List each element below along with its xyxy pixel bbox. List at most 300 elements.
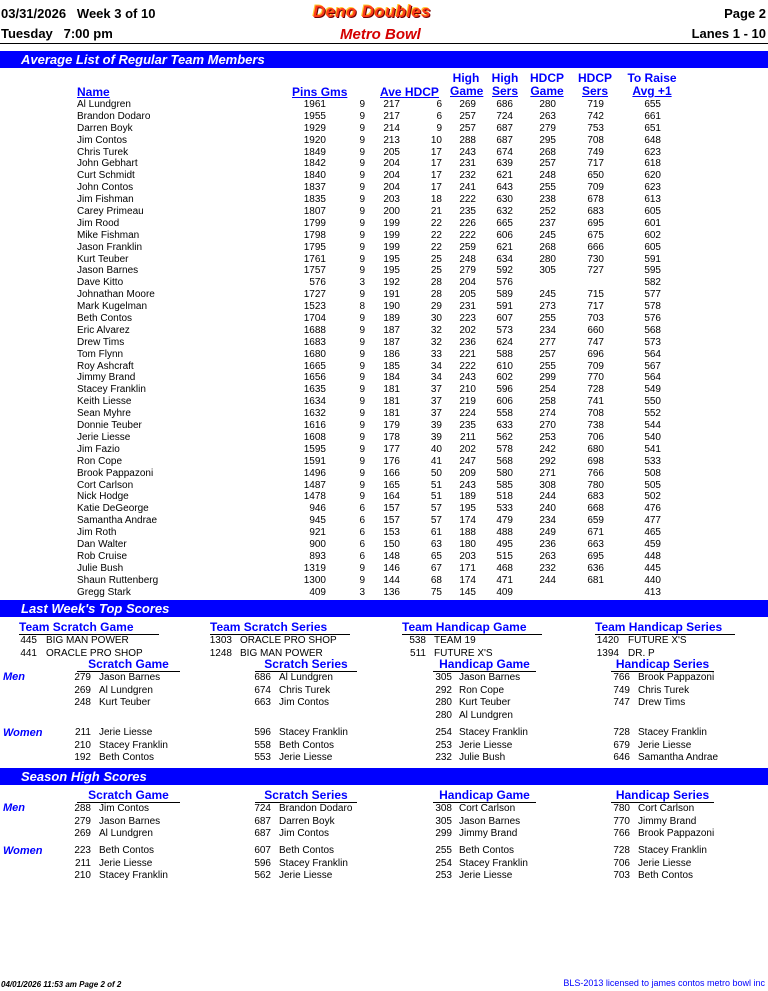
cell-hdcp-sers: 659 [587, 515, 604, 527]
cell-gms: 9 [359, 455, 365, 467]
cell-gms: 8 [359, 301, 365, 313]
cell-high-game: 171 [459, 562, 476, 574]
cell-high-sers: 515 [496, 550, 513, 562]
list-item [0, 870, 768, 883]
col-hdcp-sers-2: Sers [581, 84, 609, 98]
bowler-name: Beth Contos [99, 752, 155, 763]
cell-ave: 165 [383, 479, 400, 491]
day-time [1, 26, 113, 41]
bowler-name: Jim Contos [279, 828, 330, 839]
table-row [0, 420, 768, 432]
cell-gms: 6 [359, 538, 365, 550]
women-label: Women [3, 727, 43, 739]
cell-gms: 6 [359, 515, 365, 527]
cell-pins: 945 [309, 515, 326, 527]
cell-hdcp-sers: 749 [587, 146, 604, 158]
cell-ave: 157 [383, 515, 400, 527]
score-value: 646 [613, 752, 630, 763]
score-value: 538 [409, 635, 426, 646]
cell-pins: 1688 [303, 324, 326, 336]
cell-to-raise: 601 [644, 217, 661, 229]
cell-name: Mike Fishman [77, 229, 140, 241]
cell-high-game: 257 [459, 122, 476, 134]
score-value: 308 [435, 803, 452, 814]
cell-ave: 190 [383, 301, 400, 313]
cell-hdcp-sers: 680 [587, 443, 604, 455]
cell-to-raise: 613 [644, 194, 661, 206]
cell-high-game: 224 [459, 408, 476, 420]
col-high-sers-1: High [491, 71, 519, 85]
cell-high-sers: 488 [496, 527, 513, 539]
cell-hdcp-sers: 770 [587, 372, 604, 384]
cell-pins: 900 [309, 538, 326, 550]
bowler-name: Brook Pappazoni [638, 672, 715, 683]
individual-score-heading: Handicap Series [611, 658, 714, 672]
cell-hdcp-sers: 666 [587, 241, 604, 253]
league-day: Tuesday [1, 26, 53, 41]
cell-gms: 9 [359, 348, 365, 360]
bowler-name: Al Lundgren [459, 709, 513, 721]
cell-name: Darren Boyk [77, 122, 133, 134]
header-divider [0, 43, 768, 44]
score-value: 305 [435, 672, 452, 683]
score-value: 192 [74, 752, 91, 763]
cell-hdcp-game: 234 [539, 515, 556, 527]
cell-high-sers: 687 [496, 134, 513, 146]
bowler-name: Darren Boyk [279, 815, 335, 827]
cell-high-sers: 518 [496, 491, 513, 503]
bowling-center: Metro Bowl [340, 26, 421, 43]
cell-ave: 150 [383, 538, 400, 550]
cell-pins: 1929 [303, 122, 326, 134]
cell-to-raise: 602 [644, 229, 661, 241]
score-value: 728 [613, 727, 630, 738]
bowler-name: BIG MAN POWER [240, 647, 323, 659]
table-row [0, 503, 768, 515]
cell-hdcp-sers: 747 [587, 336, 604, 348]
cell-name: Jim Contos [77, 134, 128, 146]
cell-name: Eric Alvarez [77, 324, 130, 336]
score-value: 305 [435, 815, 452, 827]
cell-pins: 1478 [303, 491, 326, 503]
cell-gms: 9 [359, 217, 365, 229]
score-value: 749 [613, 684, 630, 696]
cell-hdcp: 57 [430, 515, 442, 527]
cell-to-raise: 508 [644, 467, 661, 479]
table-row [0, 123, 768, 135]
cell-hdcp-game: 255 [539, 182, 556, 194]
score-value: 553 [254, 752, 271, 763]
cell-hdcp-sers: 728 [587, 384, 604, 396]
cell-name: Stacey Franklin [77, 384, 146, 396]
cell-high-game: 219 [459, 396, 476, 408]
cell-name: Julie Bush [77, 562, 124, 574]
cell-hdcp-game: 292 [539, 455, 556, 467]
cell-ave: 176 [383, 455, 400, 467]
cell-name: Tom Flynn [77, 348, 124, 360]
print-stamp: 04/01/2026 11:53 am Page 2 of 2 [1, 980, 122, 989]
col-to-raise-1: To Raise [627, 71, 677, 85]
cell-pins: 1319 [303, 562, 326, 574]
bowler-name: Jerie Liesse [99, 727, 153, 738]
table-row [0, 301, 768, 313]
cell-pins: 1665 [303, 360, 326, 372]
average-list-table [0, 99, 768, 598]
cell-to-raise: 620 [644, 170, 661, 182]
cell-hdcp-game: 308 [539, 479, 556, 491]
cell-hdcp-sers: 683 [587, 491, 604, 503]
score-value: 254 [435, 857, 452, 869]
bowler-name: Stacey Franklin [459, 857, 528, 869]
table-row [0, 242, 768, 254]
cell-name: Roy Ashcraft [77, 360, 134, 372]
cell-hdcp-game: 232 [539, 562, 556, 574]
men-label: Men [3, 802, 25, 814]
cell-high-sers: 468 [496, 562, 513, 574]
cell-high-game: 243 [459, 372, 476, 384]
cell-pins: 1757 [303, 265, 326, 277]
cell-hdcp-game: 270 [539, 420, 556, 432]
cell-gms: 9 [359, 313, 365, 325]
cell-hdcp: 57 [430, 503, 442, 515]
col-gms-label: Gms [320, 85, 348, 99]
score-value: 253 [435, 870, 452, 881]
cell-high-game: 288 [459, 134, 476, 146]
cell-pins: 946 [309, 503, 326, 515]
cell-high-game: 226 [459, 217, 476, 229]
cell-name: Jim Fazio [77, 443, 120, 455]
col-hdcp-game-1: HDCP [529, 71, 564, 85]
cell-hdcp-sers: 636 [587, 562, 604, 574]
cell-ave: 185 [383, 360, 400, 372]
league-time: 7:00 pm [63, 26, 113, 41]
cell-hdcp: 33 [430, 348, 442, 360]
table-row [0, 99, 768, 111]
bowler-name: Chris Turek [638, 684, 690, 696]
cell-name: Nick Hodge [77, 491, 129, 503]
cell-to-raise: 591 [644, 253, 661, 265]
cell-hdcp: 65 [430, 550, 442, 562]
cell-high-game: 202 [459, 443, 476, 455]
individual-score-heading: Scratch Series [255, 658, 357, 672]
cell-to-raise: 573 [644, 336, 661, 348]
cell-ave: 157 [383, 503, 400, 515]
bowler-name: FUTURE X'S [434, 647, 493, 659]
cell-high-sers: 634 [496, 253, 513, 265]
cell-ave: 136 [383, 586, 400, 598]
individual-score-heading: Handicap Game [433, 658, 536, 672]
cell-hdcp-sers: 708 [587, 408, 604, 420]
women-label: Women [3, 845, 43, 857]
cell-ave: 217 [383, 99, 400, 110]
cell-hdcp: 17 [430, 158, 442, 170]
cell-hdcp-game: 268 [539, 241, 556, 253]
cell-pins: 1634 [303, 396, 326, 408]
cell-hdcp-sers: 660 [587, 324, 604, 336]
cell-ave: 178 [383, 431, 400, 443]
score-value: 687 [254, 815, 271, 827]
cell-high-game: 259 [459, 241, 476, 253]
bowler-name: Julie Bush [459, 752, 506, 763]
cell-ave: 166 [383, 467, 400, 479]
list-item [0, 803, 768, 816]
table-row [0, 491, 768, 503]
list-item [0, 752, 768, 765]
cell-hdcp-game: 248 [539, 170, 556, 182]
cell-name: Keith Liesse [77, 396, 132, 408]
bowler-name: TEAM 19 [434, 635, 476, 646]
list-item [0, 845, 768, 858]
cell-high-sers: 624 [496, 336, 513, 348]
list-item [0, 697, 768, 710]
cell-hdcp-game: 258 [539, 396, 556, 408]
score-value: 511 [410, 647, 426, 659]
cell-pins: 1523 [303, 301, 326, 313]
score-value: 728 [613, 845, 630, 856]
cell-hdcp-sers: 698 [587, 455, 604, 467]
cell-name: Jim Roth [77, 527, 117, 539]
cell-hdcp-sers: 695 [587, 550, 604, 562]
cell-high-sers: 471 [496, 574, 513, 586]
cell-name: Dave Kitto [77, 277, 124, 289]
cell-gms: 9 [359, 396, 365, 408]
cell-gms: 9 [359, 372, 365, 384]
cell-name: Jimmy Brand [77, 372, 136, 384]
table-row [0, 396, 768, 408]
individual-score-heading: Scratch Series [255, 789, 357, 803]
cell-hdcp: 39 [430, 420, 442, 432]
list-item [0, 710, 768, 723]
score-value: 292 [435, 684, 452, 696]
cell-ave: 204 [383, 158, 400, 170]
cell-pins: 1496 [303, 467, 326, 479]
cell-hdcp-game: 238 [539, 194, 556, 206]
list-item [0, 635, 768, 648]
cell-name: Gregg Stark [77, 586, 131, 598]
list-item [0, 828, 768, 841]
cell-hdcp-game: 280 [539, 99, 556, 110]
cell-gms: 9 [359, 182, 365, 194]
score-value: 223 [74, 845, 91, 856]
cell-hdcp: 25 [430, 265, 442, 277]
score-value: 687 [254, 828, 271, 839]
cell-high-game: 203 [459, 550, 476, 562]
cell-high-game: 174 [459, 574, 476, 586]
cell-high-game: 247 [459, 455, 476, 467]
cell-high-game: 180 [459, 538, 476, 550]
cell-high-game: 222 [459, 229, 476, 241]
cell-hdcp: 67 [430, 562, 442, 574]
col-to-raise-2: Avg +1 [632, 84, 672, 98]
cell-gms: 9 [359, 122, 365, 134]
cell-name: Al Lundgren [77, 99, 131, 110]
cell-pins: 1727 [303, 289, 326, 301]
cell-name: Rob Cruise [77, 550, 128, 562]
cell-ave: 181 [383, 408, 400, 420]
list-item [0, 727, 768, 740]
cell-high-sers: 665 [496, 217, 513, 229]
cell-gms: 9 [359, 146, 365, 158]
cell-high-game: 223 [459, 313, 476, 325]
cell-high-sers: 409 [496, 586, 513, 598]
cell-high-game: 236 [459, 336, 476, 348]
cell-hdcp: 22 [430, 217, 442, 229]
score-value: 607 [254, 845, 271, 856]
cell-hdcp-sers: 678 [587, 194, 604, 206]
cell-hdcp: 75 [430, 586, 442, 598]
cell-high-game: 221 [459, 348, 476, 360]
cell-name: Donnie Teuber [77, 420, 142, 432]
cell-hdcp: 10 [430, 134, 442, 146]
cell-ave: 195 [383, 265, 400, 277]
cell-pins: 1616 [303, 420, 326, 432]
cell-high-game: 195 [459, 503, 476, 515]
cell-ave: 203 [383, 194, 400, 206]
cell-hdcp-sers: 727 [587, 265, 604, 277]
table-row [0, 349, 768, 361]
average-list-title: Average List of Regular Team Members [0, 51, 768, 68]
cell-name: Samantha Andrae [77, 515, 158, 527]
cell-name: Dan Walter [77, 538, 127, 550]
cell-gms: 9 [359, 229, 365, 241]
cell-hdcp-game: 245 [539, 289, 556, 301]
cell-pins: 1799 [303, 217, 326, 229]
cell-hdcp-sers: 708 [587, 134, 604, 146]
table-row [0, 265, 768, 277]
cell-hdcp-game: 240 [539, 503, 556, 515]
table-row [0, 587, 768, 599]
men-label: Men [3, 671, 25, 683]
table-row [0, 158, 768, 170]
cell-high-sers: 592 [496, 265, 513, 277]
score-value: 1248 [209, 647, 232, 659]
score-value: 562 [254, 870, 271, 881]
cell-hdcp-sers: 695 [587, 217, 604, 229]
lanes-label: Lanes 1 - 10 [691, 26, 766, 41]
score-value: 596 [254, 727, 271, 738]
cell-high-sers: 610 [496, 360, 513, 372]
cell-high-sers: 578 [496, 443, 513, 455]
cell-ave: 186 [383, 348, 400, 360]
cell-hdcp-sers: 696 [587, 348, 604, 360]
cell-to-raise: 623 [644, 182, 661, 194]
cell-name: Kurt Teuber [77, 253, 129, 265]
cell-to-raise: 564 [644, 372, 661, 384]
cell-name: Jason Barnes [77, 265, 139, 277]
cell-pins: 1955 [303, 110, 326, 122]
score-value: 210 [74, 739, 91, 751]
score-value: 1420 [596, 635, 619, 646]
cell-pins: 1761 [303, 253, 326, 265]
table-row [0, 218, 768, 230]
cell-name: Sean Myhre [77, 408, 131, 420]
bowler-name: Stacey Franklin [99, 870, 168, 881]
table-row [0, 182, 768, 194]
cell-hdcp-game: 237 [539, 217, 556, 229]
cell-high-game: 257 [459, 110, 476, 122]
score-value: 686 [254, 672, 271, 683]
cell-to-raise: 577 [644, 289, 661, 301]
table-row [0, 254, 768, 266]
cell-high-sers: 533 [496, 503, 513, 515]
col-high-game-2: Game [450, 84, 484, 98]
cell-to-raise: 576 [644, 313, 661, 325]
col-hdcp-sers [577, 72, 613, 98]
col-high-sers [490, 72, 520, 98]
bowler-name: Jerie Liesse [459, 870, 513, 881]
cell-high-sers: 585 [496, 479, 513, 491]
list-item [0, 816, 768, 829]
cell-high-sers: 621 [496, 241, 513, 253]
score-value: 674 [254, 684, 271, 696]
bowler-name: Drew Tims [638, 697, 686, 708]
license-note: BLS-2013 licensed to james contos metro bowl inc [563, 978, 765, 988]
cell-name: Jim Rood [77, 217, 120, 229]
cell-hdcp-game: 305 [539, 265, 556, 277]
cell-hdcp: 32 [430, 336, 442, 348]
bowler-name: Al Lundgren [99, 828, 153, 839]
cell-gms: 9 [359, 265, 365, 277]
bowler-name: ORACLE PRO SHOP [46, 647, 143, 659]
cell-name: Jim Fishman [77, 194, 134, 206]
cell-high-sers: 687 [496, 122, 513, 134]
cell-pins: 1961 [303, 99, 326, 110]
cell-pins: 1680 [303, 348, 326, 360]
col-to-raise [624, 72, 680, 98]
cell-hdcp: 21 [430, 206, 442, 218]
score-value: 255 [435, 845, 452, 856]
cell-ave: 187 [383, 324, 400, 336]
bowler-name: DR. P [628, 647, 655, 659]
cell-high-sers: 588 [496, 348, 513, 360]
cell-hdcp: 34 [430, 360, 442, 372]
col-high-game [450, 72, 482, 98]
cell-pins: 1487 [303, 479, 326, 491]
table-row [0, 551, 768, 563]
cell-pins: 1632 [303, 408, 326, 420]
cell-to-raise: 567 [644, 360, 661, 372]
cell-to-raise: 661 [644, 110, 661, 122]
cell-pins: 1849 [303, 146, 326, 158]
cell-hdcp-game: 273 [539, 301, 556, 313]
score-value: 253 [435, 739, 452, 751]
cell-gms: 9 [359, 443, 365, 455]
cell-gms: 9 [359, 431, 365, 443]
cell-to-raise: 502 [644, 491, 661, 503]
cell-hdcp-sers: 663 [587, 538, 604, 550]
cell-ave: 205 [383, 146, 400, 158]
team-score-heading: Team Handicap Game [402, 621, 542, 635]
cell-name: Jason Franklin [77, 241, 143, 253]
list-item [0, 672, 768, 685]
cell-hdcp-sers: 709 [587, 182, 604, 194]
league-logo: Deno Doubles [313, 2, 431, 21]
cell-to-raise: 477 [644, 515, 661, 527]
individual-score-heading: Handicap Series [611, 789, 714, 803]
cell-hdcp: 32 [430, 324, 442, 336]
individual-score-heading: Handicap Game [433, 789, 536, 803]
cell-gms: 9 [359, 253, 365, 265]
cell-to-raise: 550 [644, 396, 661, 408]
cell-hdcp: 6 [436, 99, 442, 110]
bowler-name: Al Lundgren [279, 672, 333, 683]
cell-hdcp-sers: 753 [587, 122, 604, 134]
cell-high-game: 145 [459, 586, 476, 598]
cell-to-raise: 618 [644, 158, 661, 170]
cell-hdcp-game: 279 [539, 122, 556, 134]
bowler-name: Jason Barnes [99, 672, 161, 683]
cell-gms: 9 [359, 574, 365, 586]
